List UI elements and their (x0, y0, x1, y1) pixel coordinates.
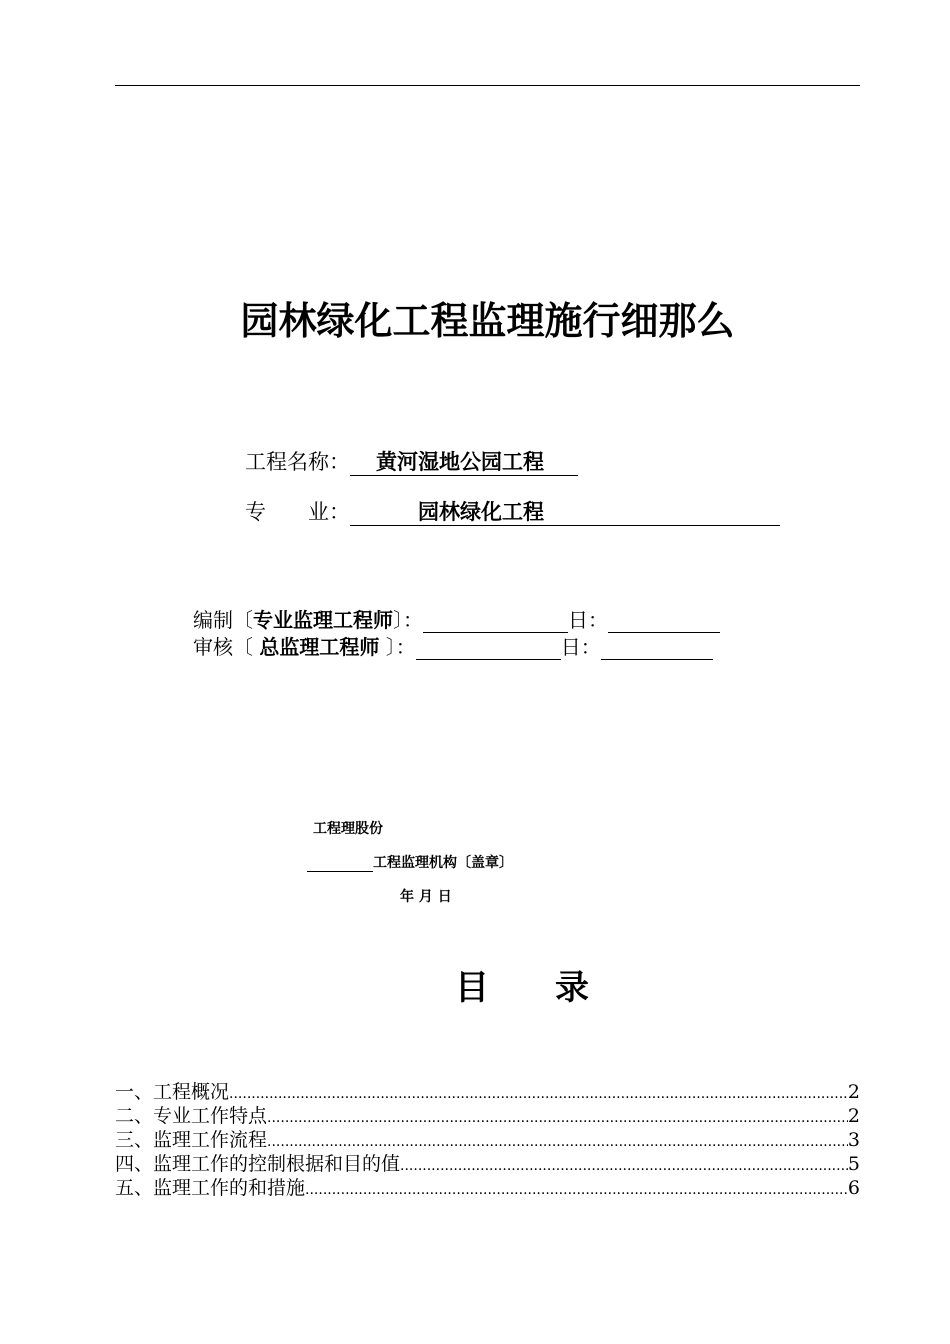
project-name-field (245, 446, 578, 476)
toc-item[interactable]: 四、监理工作的控制根据和目的值 ..... 5 (115, 1152, 860, 1176)
specialty-label: 专 业： (245, 500, 350, 524)
specialty-value: 园林绿化工程 (350, 499, 780, 526)
review-date-label: 日： (560, 635, 601, 659)
compile-role: 专业监理工程师 (253, 608, 393, 632)
toc-item[interactable]: 二、专业工作特点 ..... 2 (115, 1104, 860, 1128)
review-signature-line (193, 631, 713, 660)
toc-item[interactable]: 一、工程概况 ..... 2 (115, 1080, 860, 1104)
table-of-contents (115, 1080, 860, 1200)
compile-prefix: 编制〔 (193, 608, 253, 632)
agency-line (307, 852, 513, 872)
toc-item[interactable]: 五、监理工作的和措施 ..... 6 (115, 1176, 860, 1200)
toc-item[interactable]: 三、监理工作流程 ..... 3 (115, 1128, 860, 1152)
compile-signature-line (193, 604, 720, 633)
review-role: 总监理工程师 (259, 635, 380, 659)
project-name-value: 黄河湿地公园工程 (350, 449, 578, 476)
header-rule (115, 85, 860, 86)
project-name-label: 工程名称： (245, 450, 350, 474)
compile-suffix: 〕： (393, 608, 423, 632)
review-suffix: 〕： (379, 635, 416, 659)
review-date-blank (601, 639, 713, 660)
compile-date-label: 日： (568, 608, 608, 632)
document-title: 园林绿化工程监理施行细那么 (240, 299, 735, 343)
review-prefix: 审核〔 (193, 635, 260, 659)
compile-date-blank (608, 612, 720, 633)
specialty-field (245, 496, 780, 526)
toc-title-left: 目 (455, 968, 489, 1008)
toc-title-right: 录 (555, 968, 589, 1008)
toc-title (455, 960, 589, 1009)
agency-blank (307, 855, 373, 872)
agency-name: 工程监理机构〔盖章〕 (373, 855, 513, 871)
review-signature-blank (416, 639, 561, 660)
org-date: 年 月 日 (400, 889, 452, 905)
company-name: 工程理股份 (313, 821, 383, 837)
compile-signature-blank (423, 612, 568, 633)
